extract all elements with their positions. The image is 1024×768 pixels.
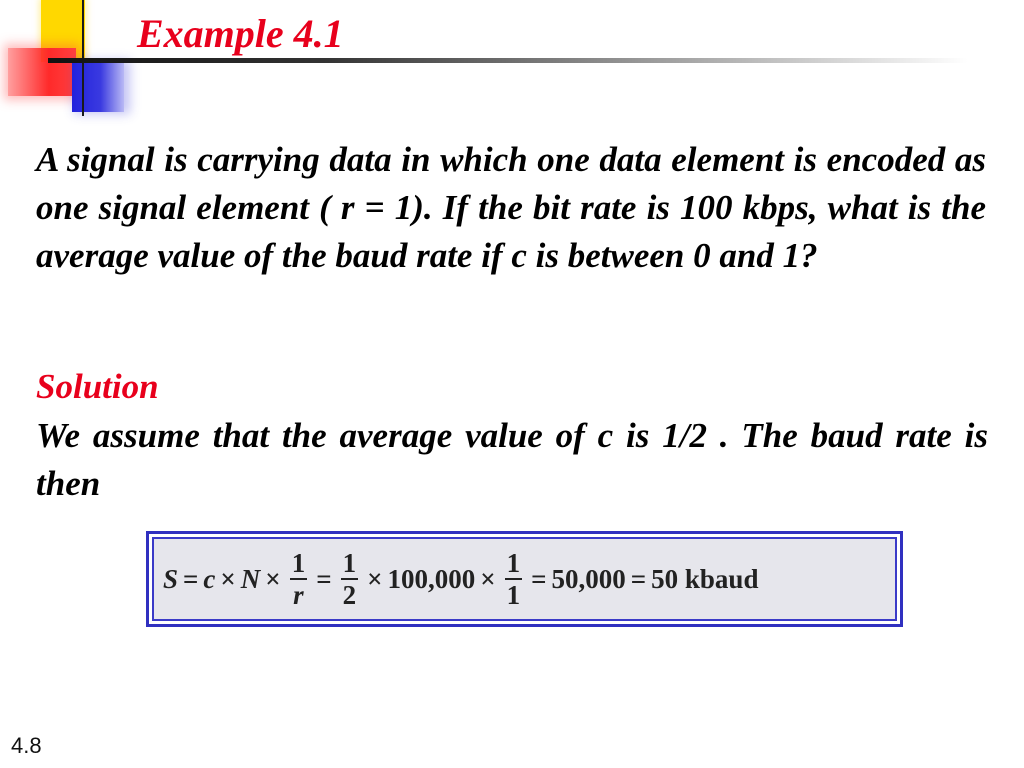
problem-statement: A signal is carrying data in which one data element is encoded as one signal element ( r = 1). If the bit rate is 100 kbps, what is the average value of the baud rate if c is between 0 and 1?	[36, 140, 986, 275]
eq-operator: =	[630, 563, 647, 594]
eq-operator: =	[531, 563, 547, 594]
fraction-one-half	[341, 548, 359, 610]
eq-operator: ×	[220, 563, 236, 594]
fraction-numerator: 1	[291, 548, 306, 578]
fraction-one-over-one	[505, 548, 523, 610]
page-number: 4.8	[11, 733, 42, 758]
eq-result-baud: 50,000	[551, 563, 626, 594]
eq-symbol-c: c	[203, 563, 216, 594]
eq-operator: =	[316, 563, 332, 594]
eq-operator: =	[183, 563, 199, 594]
eq-result-kbaud: 50 kbaud	[651, 563, 759, 594]
title-underline	[48, 58, 968, 63]
decor-blue-block	[72, 62, 124, 112]
eq-symbol-n: N	[240, 563, 261, 594]
equation	[152, 537, 897, 621]
eq-bit-rate-value: 100,000	[387, 563, 476, 594]
fraction-denominator: 1	[506, 580, 521, 610]
fraction-numerator: 1	[506, 548, 521, 578]
slide-title: Example 4.1	[137, 11, 344, 56]
eq-symbol-s: S	[163, 563, 179, 594]
fraction-denominator: 2	[342, 580, 357, 610]
eq-operator: ×	[480, 563, 496, 594]
equation-box	[146, 531, 903, 627]
fraction-one-over-r	[290, 548, 308, 610]
solution-heading: Solution	[36, 367, 159, 406]
eq-operator: ×	[265, 563, 281, 594]
decor-red-block	[8, 48, 76, 96]
fraction-numerator: 1	[342, 548, 357, 578]
solution-text: We assume that the average value of c is 1/2 . The baud rate is then	[36, 416, 988, 503]
fraction-denominator: r	[293, 580, 304, 610]
eq-operator: ×	[367, 563, 383, 594]
